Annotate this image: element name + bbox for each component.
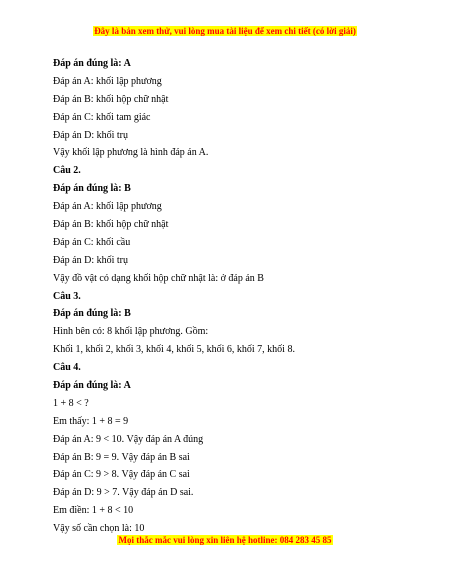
text-line: Đáp án C: khối cầu — [53, 236, 131, 248]
text-line: Em thấy: 1 + 8 = 9 — [53, 415, 129, 427]
text-line: Đáp án D: khối trụ — [53, 129, 128, 141]
question-heading: Câu 3. — [53, 290, 81, 302]
correct-answer-line: Đáp án đúng là: A — [53, 58, 131, 69]
correct-answer-line: Đáp án đúng là: B — [53, 183, 131, 195]
text-line: Khối 1, khối 2, khối 3, khối 4, khối 5, khối 6, khối 7, khối 8. — [53, 344, 295, 356]
text-line: Đáp án B: khối hộp chữ nhật — [53, 219, 169, 231]
text-line: Đáp án A: khối lập phương — [53, 75, 162, 87]
text-line: Hình bên có: 8 khối lập phương. Gồm: — [53, 326, 209, 338]
text-line: Vậy số cần chọn là: 10 — [53, 523, 145, 535]
text-line: Đáp án B: khối hộp chữ nhật — [53, 93, 169, 105]
correct-answer-line: Đáp án đúng là: A — [53, 380, 131, 392]
text-line: Vậy đồ vật có dạng khối hộp chữ nhật là: ở đáp án B — [53, 272, 264, 284]
hotline-banner — [0, 535, 450, 546]
question-heading: Câu 2. — [53, 165, 81, 177]
text-line: 1 + 8 < ? — [53, 397, 89, 409]
text-line: Đáp án D: khối trụ — [53, 254, 128, 266]
hotline-text: Mọi thắc mắc vui lòng xin liên hệ hotline: 084 283 45 85 — [118, 535, 332, 545]
text-line: Vậy khối lập phương là hình đáp án A. — [53, 147, 209, 159]
text-line: Đáp án A: 9 < 10. Vậy đáp án A đúng — [53, 433, 204, 445]
text-line: Em điền: 1 + 8 < 10 — [53, 505, 134, 517]
question-heading: Câu 4. — [53, 362, 81, 374]
answer-content — [53, 55, 423, 538]
correct-answer-line: Đáp án đúng là: B — [53, 308, 131, 320]
preview-notice-text: Đây là bản xem thử, vui lòng mua tài liệu để xem chi tiết (có lời giải) — [94, 26, 356, 36]
preview-notice-banner — [0, 26, 450, 37]
text-line: Đáp án B: 9 = 9. Vậy đáp án B sai — [53, 451, 190, 463]
text-line: Đáp án D: 9 > 7. Vậy đáp án D sai. — [53, 487, 194, 499]
text-line: Đáp án C: khối tam giác — [53, 111, 151, 123]
text-line: Đáp án A: khối lập phương — [53, 201, 162, 213]
text-line: Đáp án C: 9 > 8. Vậy đáp án C sai — [53, 469, 190, 481]
